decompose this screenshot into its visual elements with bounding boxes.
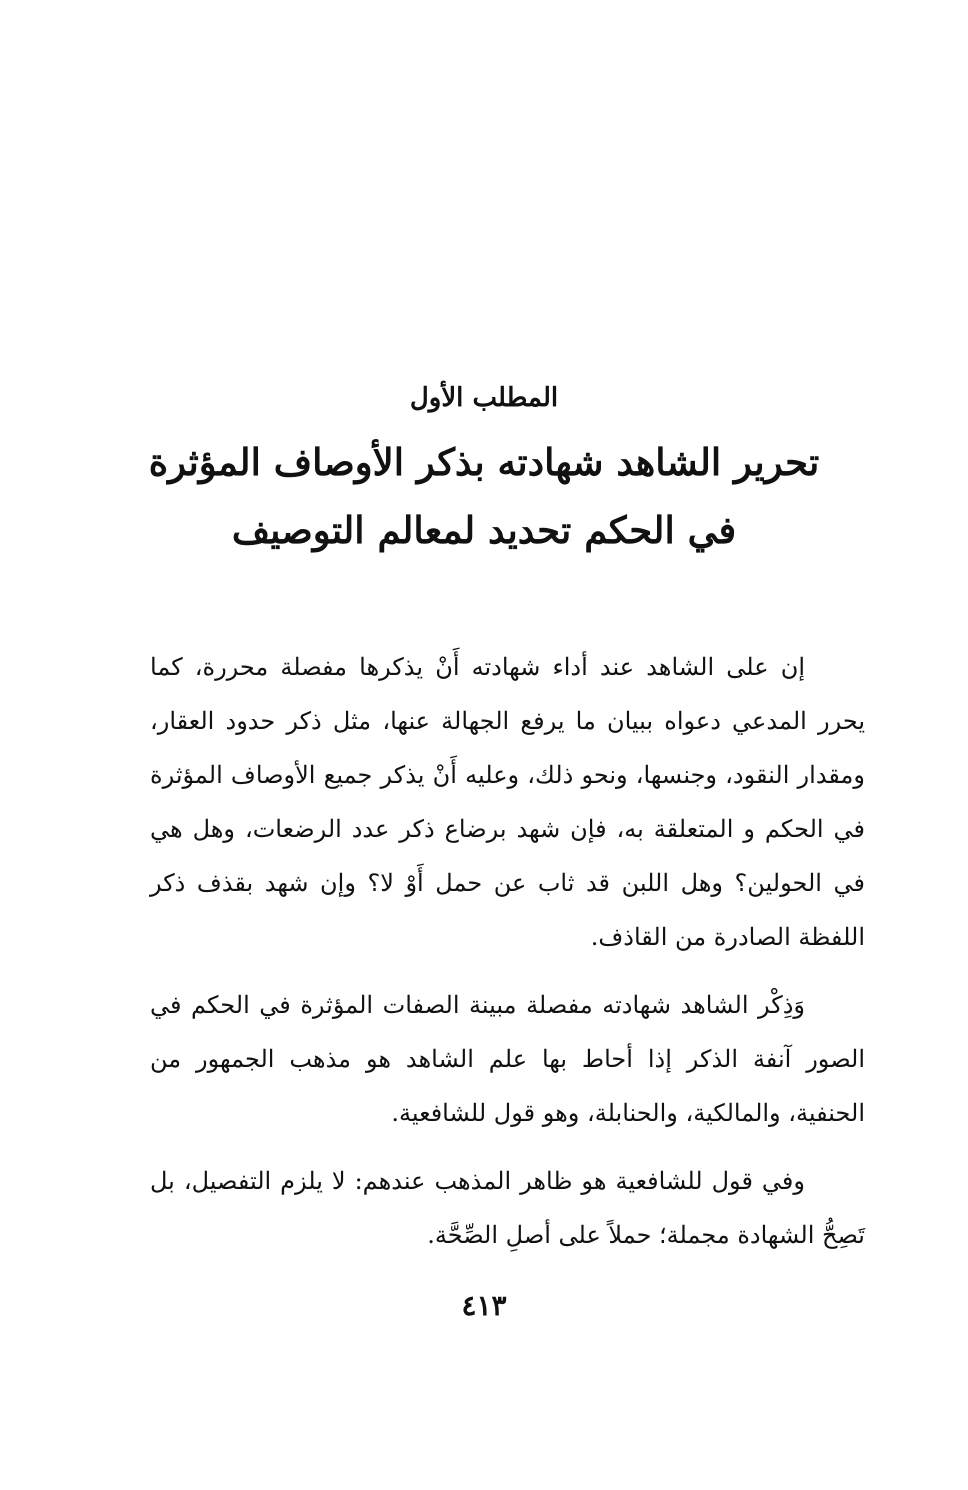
body-text bbox=[150, 640, 865, 1276]
main-title-line-2: في الحكم تحديد لمعالم التوصيف bbox=[231, 508, 737, 552]
paragraph-2: وَذِكْر الشاهد شهادته مفصلة مبينة الصفات المؤثرة في الحكم في الصور آنفة الذكر إذا أحاط بها علم الشاهد هو مذهب الجمهور من الحنفية، والمالكية، والحنابلة، وهو قول للشافعية. bbox=[150, 991, 865, 1127]
main-title-line-1: تحرير الشاهد شهادته بذكر الأوصاف المؤثرة bbox=[148, 440, 820, 484]
page-number: ٤١٣ bbox=[461, 1289, 507, 1322]
section-label: المطلب الأول bbox=[409, 383, 559, 413]
heading-block bbox=[120, 378, 848, 564]
paragraph-3: وفي قول للشافعية هو ظاهر المذهب عندهم: لا يلزم التفصيل، بل تَصِحُّ الشهادة مجملة؛ حملاً على أصلِ الصِّحَّة. bbox=[150, 1167, 865, 1249]
paragraph-1: إن على الشاهد عند أداء شهادته أَنْ يذكرها مفصلة محررة، كما يحرر المدعي دعواه ببيان ما يرفع الجهالة عنها، مثل ذكر حدود العقار، ومقدار النقود، وجنسها، ونحو ذلك، وعليه أَنْ يذكر جميع الأوصاف المؤثرة في الحكم و المتعلقة به، فإن شهد برضاع ذكر عدد الرضعات، وهل هي في الحولين؟ وهل اللبن قد ثاب عن حمل أَوْ لا؟ وإن شهد بقذف ذكر اللفظة الصادرة من القاذف. bbox=[150, 653, 865, 951]
